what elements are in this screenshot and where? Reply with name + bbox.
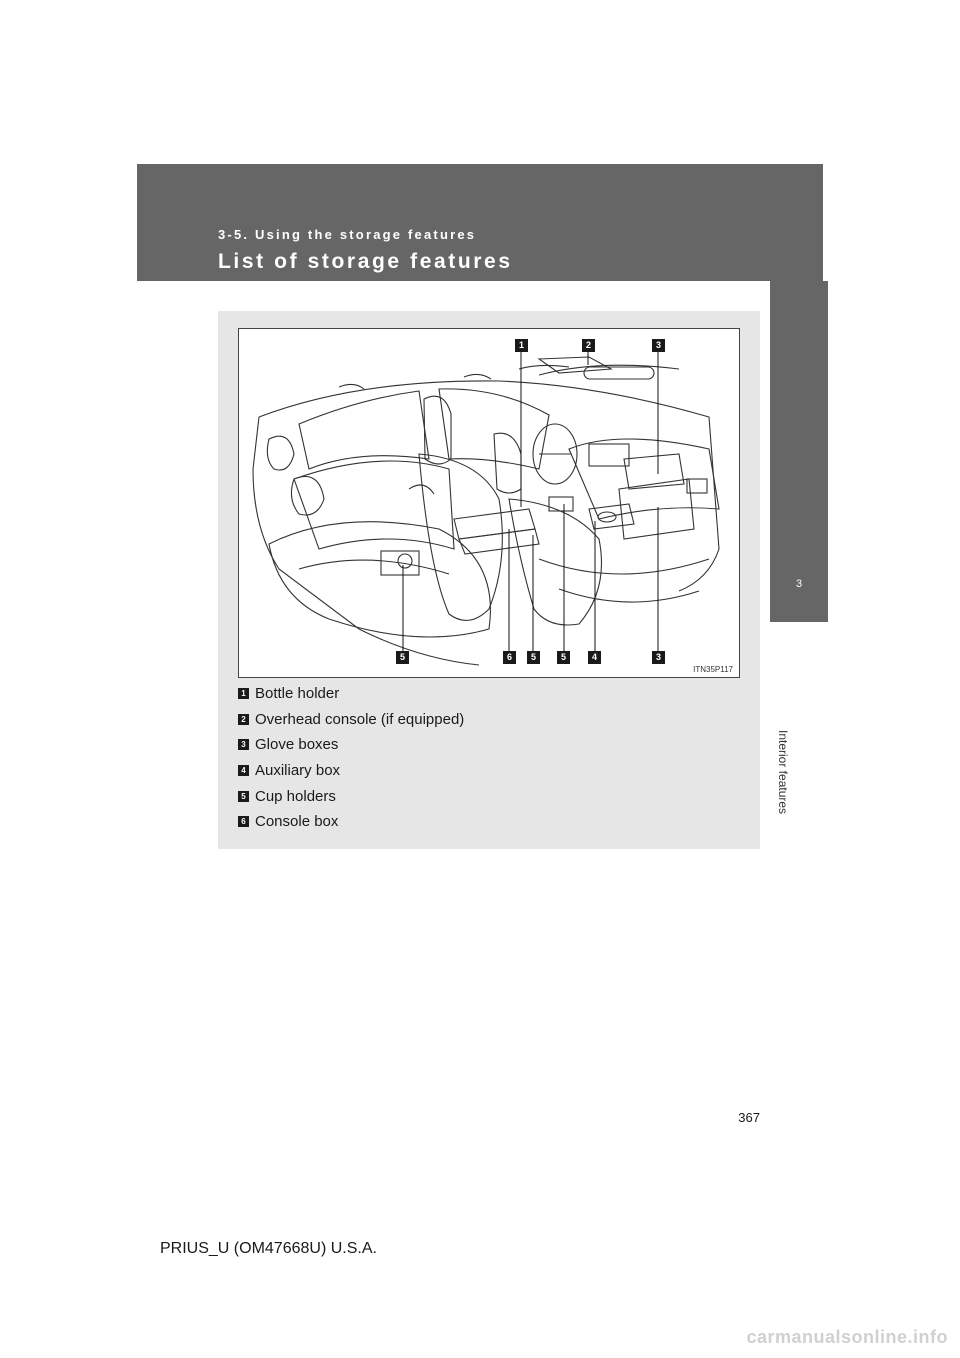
callout-5: 5 — [527, 651, 540, 664]
legend-label: Console box — [255, 813, 339, 831]
legend-label: Overhead console (if equipped) — [255, 710, 465, 728]
legend-marker: 3 — [238, 739, 249, 750]
callout-4: 4 — [588, 651, 601, 664]
section-label: 3-5. Using the storage features — [218, 227, 477, 242]
legend-marker: 6 — [238, 816, 249, 827]
car-interior-drawing — [239, 329, 739, 677]
chapter-number: 3 — [795, 578, 803, 590]
watermark: carmanualsonline.info — [746, 1327, 948, 1347]
callout-6: 6 — [503, 651, 516, 664]
legend-marker: 1 — [238, 688, 249, 699]
storage-legend — [238, 681, 738, 835]
legend-label: Glove boxes — [255, 736, 339, 754]
car-interior-illustration — [238, 328, 740, 678]
document-code: PRIUS_U (OM47668U) U.S.A. — [160, 1240, 377, 1257]
legend-marker: 5 — [238, 791, 249, 802]
page-title: List of storage features — [218, 250, 513, 273]
list-item — [238, 758, 738, 784]
legend-label: Auxiliary box — [255, 762, 341, 780]
callout-3: 3 — [652, 651, 665, 664]
list-item — [238, 783, 738, 809]
legend-marker: 2 — [238, 714, 249, 725]
figure-code: ITN35P117 — [693, 665, 733, 674]
list-item — [238, 707, 738, 733]
list-item — [238, 681, 738, 707]
callout-1: 1 — [515, 339, 528, 352]
legend-label: Bottle holder — [255, 685, 340, 703]
chapter-side-tab — [770, 281, 828, 622]
callout-3: 3 — [652, 339, 665, 352]
list-item — [238, 732, 738, 758]
page-number: 367 — [738, 1110, 760, 1125]
legend-label: Cup holders — [255, 787, 336, 805]
callout-5: 5 — [557, 651, 570, 664]
list-item — [238, 809, 738, 835]
callout-2: 2 — [582, 339, 595, 352]
legend-marker: 4 — [238, 765, 249, 776]
chapter-label: Interior features — [776, 730, 790, 815]
callout-5: 5 — [396, 651, 409, 664]
